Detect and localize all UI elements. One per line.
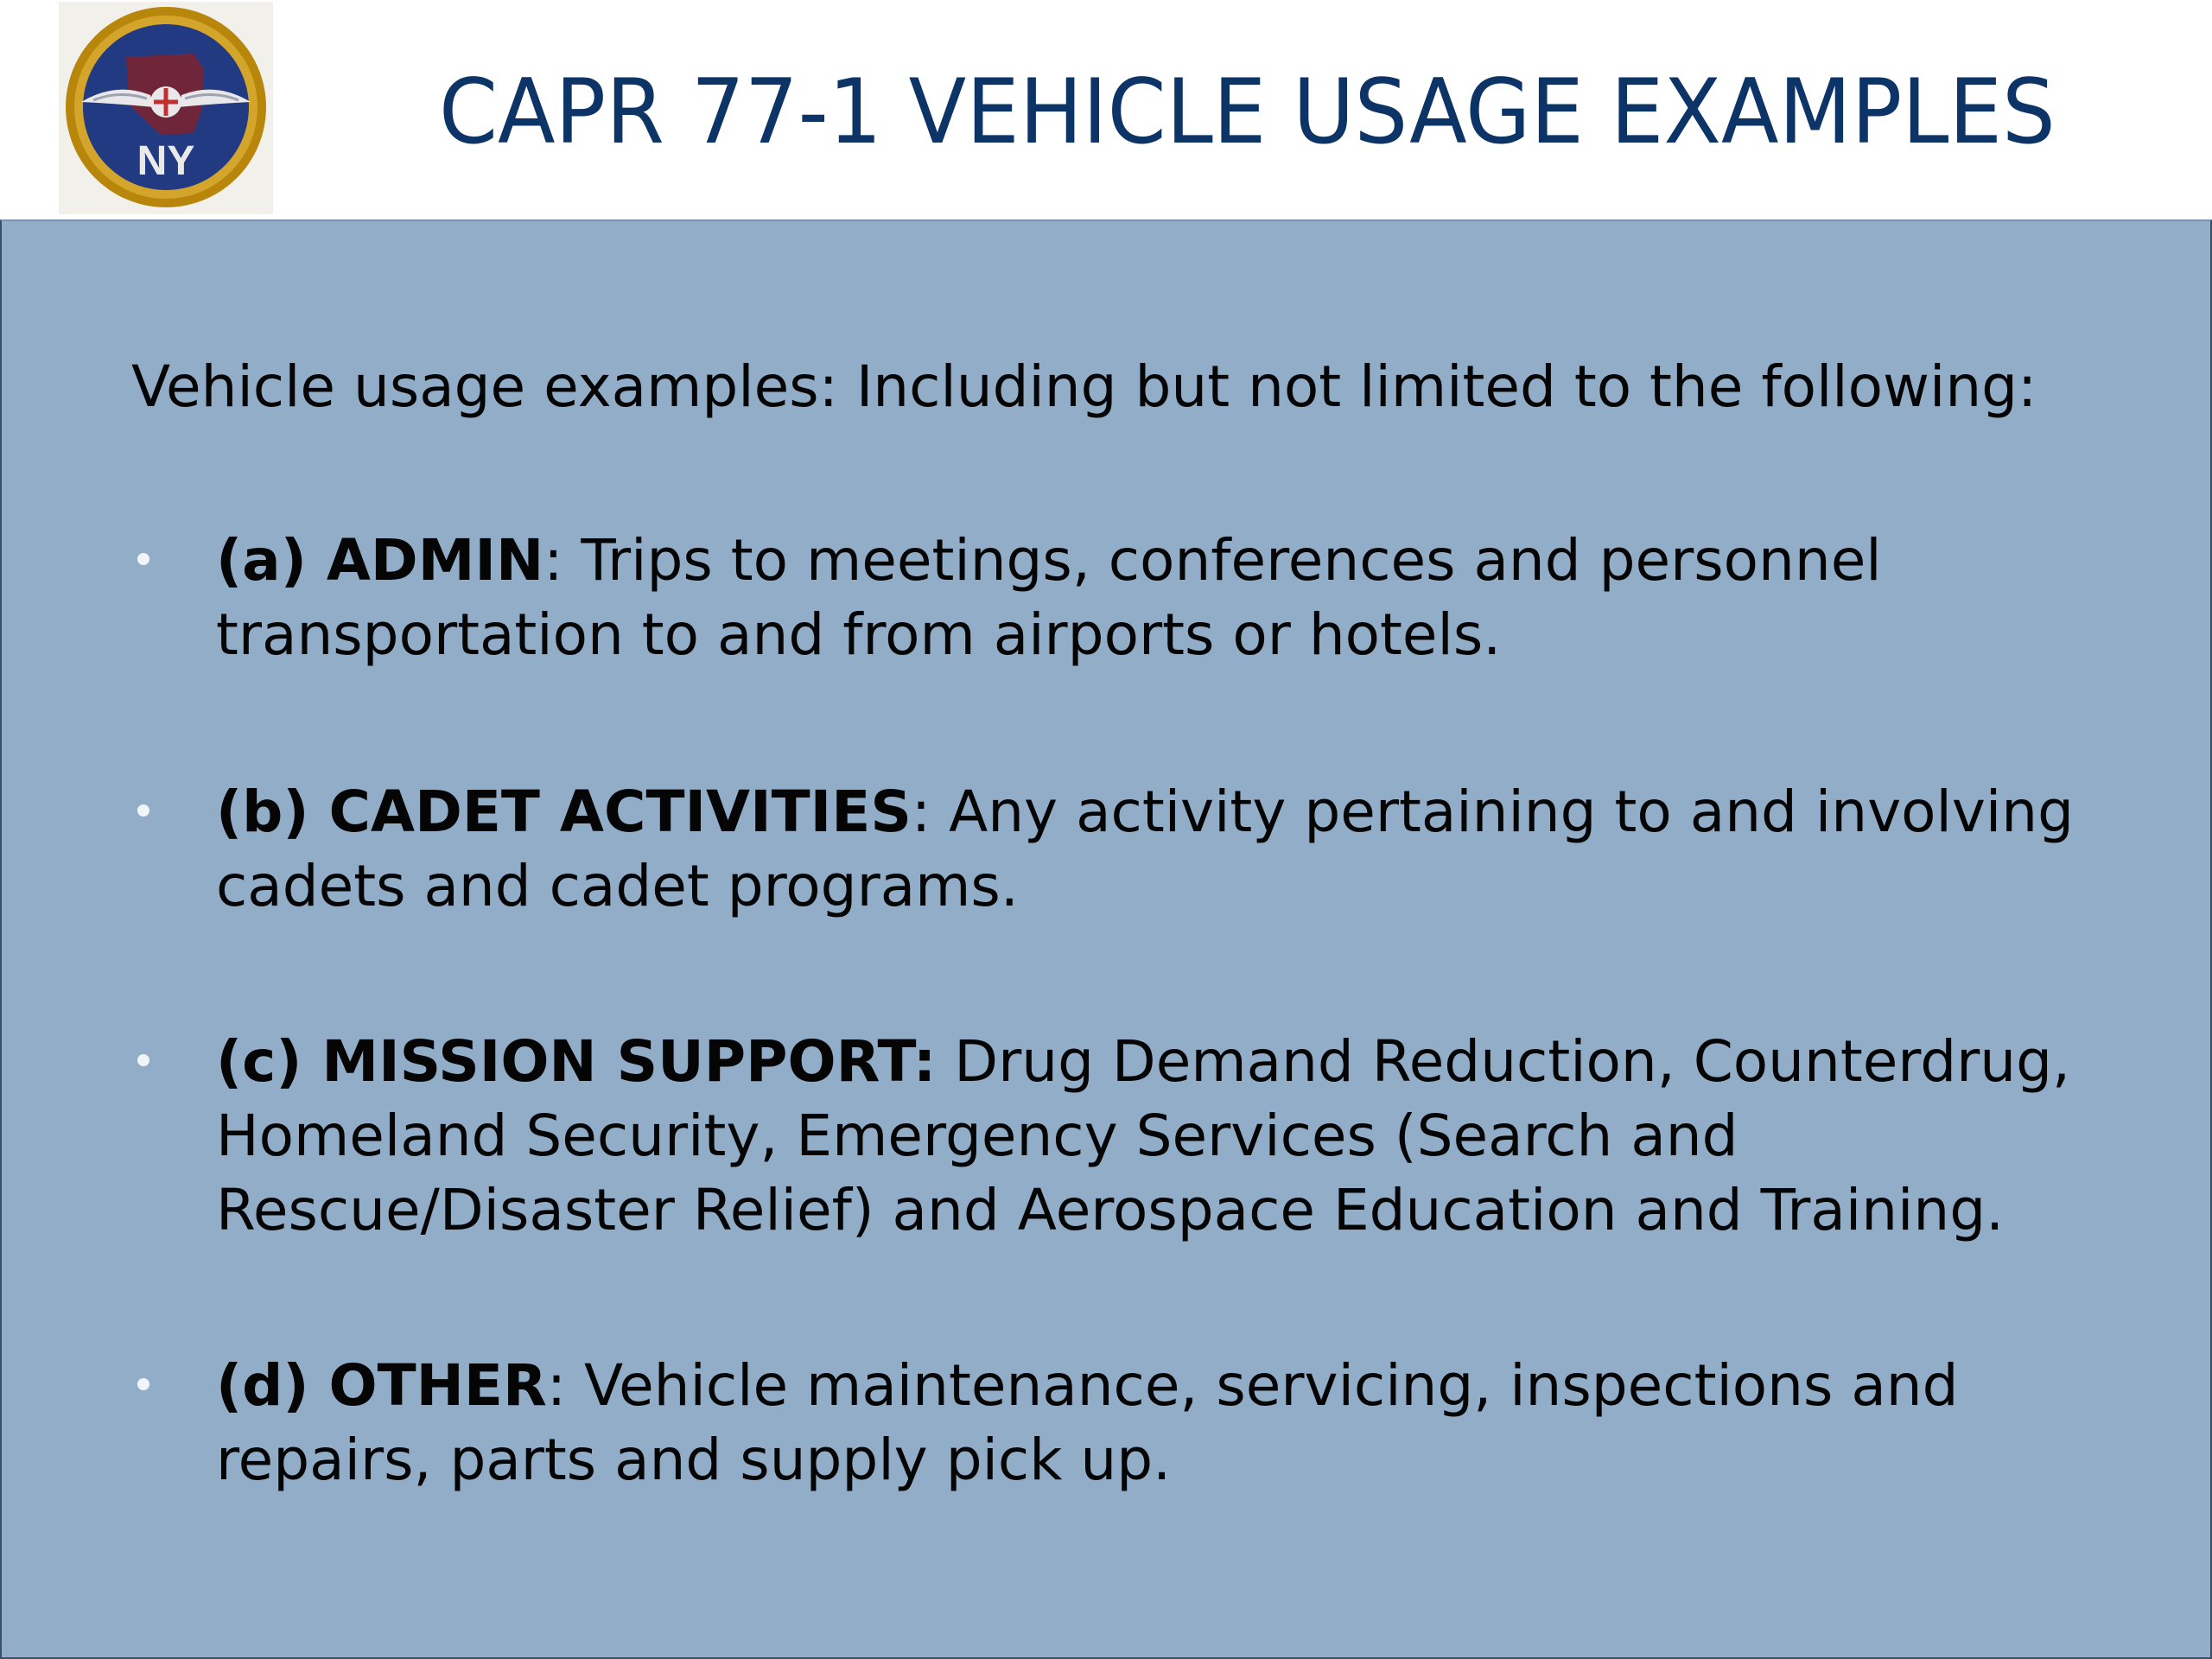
- list-item-line: cadets and cadet programs.: [216, 853, 1019, 919]
- list-item-line: [216, 1025, 2070, 1099]
- list-item-line: Rescue/Disaster Relief) and Aerospace Education and Training.: [216, 1177, 2005, 1243]
- bullet-icon: [137, 1378, 149, 1390]
- slide-title: CAPR 77-1 VEHICLE USAGE EXAMPLES: [439, 60, 2056, 164]
- intro-text: Vehicle usage examples: Including but not limited to the following:: [131, 353, 2037, 420]
- item-label: (d) OTHER: [216, 1352, 547, 1419]
- content-panel: [0, 219, 2212, 1659]
- ny-wing-logo: [59, 2, 273, 214]
- bullet-icon: [137, 553, 149, 565]
- item-description: : Trips to meetings, conferences and personnel: [543, 527, 1882, 594]
- item-label: (a) ADMIN: [216, 527, 544, 594]
- item-description: : Any activity pertaining to and involving: [911, 779, 2074, 845]
- bullet-icon: [137, 1054, 149, 1066]
- item-label: (b) CADET ACTIVITIES: [216, 779, 912, 845]
- item-description: : Vehicle maintenance, servicing, inspections and: [546, 1352, 1959, 1419]
- bullet-icon: [137, 804, 149, 817]
- logo-text: NY: [137, 138, 195, 184]
- list-item-line: [216, 524, 1882, 598]
- list-item-line: Homeland Security, Emergency Services (Search and: [216, 1103, 1738, 1169]
- list-item-text: [216, 1349, 1959, 1497]
- list-item-line: [216, 775, 2074, 849]
- item-description: Drug Demand Reduction, Counterdrug,: [936, 1028, 2071, 1095]
- list-item-line: [216, 1349, 1959, 1423]
- list-item-line: repairs, parts and supply pick up.: [216, 1427, 1172, 1493]
- list-item-text: [216, 524, 1882, 672]
- ny-wing-logo-icon: [64, 5, 268, 209]
- slide-header: [0, 0, 2212, 220]
- list-item-line: transportation to and from airports or hotels.: [216, 601, 1502, 668]
- list-item-text: [216, 775, 2074, 924]
- item-label: (c) MISSION SUPPORT:: [216, 1028, 937, 1095]
- list-item-text: [216, 1025, 2070, 1248]
